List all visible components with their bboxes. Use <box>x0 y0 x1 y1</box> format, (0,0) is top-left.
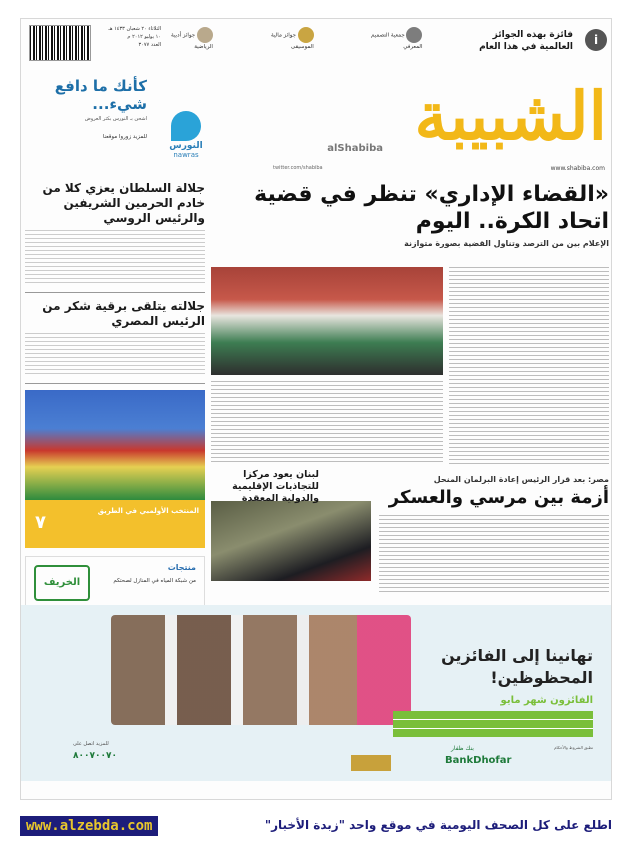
top-strip <box>21 19 612 71</box>
bird-icon <box>171 111 201 141</box>
egypt-kicker: مصر: بعد قرار الرئيس إعادة البرلمان المنحل <box>433 475 609 484</box>
issue-info <box>99 25 161 49</box>
date-line-1: الثلاثاء ٢٠ شعبان ١٤٣٣ هـ <box>108 26 161 32</box>
khareef-logo: الخريف <box>34 565 90 601</box>
teaser-1[interactable]: جوائز أدبية الرياضية <box>171 27 213 51</box>
bank-name-ar: بنك ظفار <box>451 745 474 752</box>
partner-logo <box>351 755 391 771</box>
barcode <box>29 25 91 61</box>
story-1-body <box>25 230 205 286</box>
prize-teaser[interactable]: فائزة بهذه الجوائز العالمية في هذا العام <box>479 30 573 52</box>
left-column <box>25 181 205 608</box>
celebration-photo <box>25 390 205 500</box>
bank-name-en: BankDhofar <box>445 755 512 766</box>
teaser-thumb <box>406 27 422 43</box>
ad-fine-print: تطبق الشروط والأحكام <box>554 745 593 750</box>
nawras-logo: النورس nawras <box>161 111 211 159</box>
footer-url[interactable]: www.alzebda.com <box>20 816 158 836</box>
teaser-thumb <box>298 27 314 43</box>
winners-table <box>393 711 593 737</box>
teaser-thumb <box>197 27 213 43</box>
main-headline[interactable]: «القضاء الإداري» تنظر في قضية اتحاد الكرة.. اليوم <box>254 182 609 234</box>
sports-promo[interactable] <box>25 500 205 548</box>
teaser-2[interactable]: جوائز مالية الموسيقى <box>271 27 314 51</box>
info-icon: i <box>585 29 607 51</box>
khareef-desc: من شبكة المياه في المنازل لصحتكم <box>113 578 196 584</box>
ad-small-text: اشحن بـ النورس بكثر العروض <box>84 116 147 122</box>
ad-headline: كأنك ما دافع شيء... <box>54 77 147 113</box>
main-column <box>211 181 609 508</box>
promo-page-number: ٧ <box>35 512 46 533</box>
divider <box>25 383 205 384</box>
ad-congrats: تهانينا إلى الفائزين المحظوظين! <box>441 646 593 687</box>
main-story-photo <box>211 267 443 375</box>
date-line-2: ١٠ يوليو ٢٠١٢ م <box>127 34 161 40</box>
newspaper-page <box>20 18 612 800</box>
ad-month: الفائزون شهر مايو <box>500 695 593 706</box>
story-2-headline[interactable]: جلالته يتلقى برقية شكر من الرئيس المصري <box>42 299 205 328</box>
main-story-body <box>449 267 609 467</box>
ad-bottom-text: للمزيد زوروا موقعنا <box>102 134 147 140</box>
phone-number[interactable]: ٨٠٠٧٠٠٧٠ <box>73 751 117 761</box>
footer-message: اطلع على كل الصحف اليومية في موقع واحد "زبدة الأخبار" <box>264 818 612 832</box>
story-2-body <box>25 333 205 377</box>
lebanon-headline[interactable]: لبنان يعود مركزا للتجاذبات الإقليمية والدولية المعقدة <box>232 469 319 504</box>
ad-people-photo <box>111 615 411 725</box>
masthead <box>21 71 612 179</box>
divider <box>25 292 205 293</box>
promo-text: المنتخب الأولمبي في الطريق <box>97 507 199 515</box>
egypt-headline[interactable]: أزمة بين مرسي والعسكر <box>388 487 609 508</box>
egypt-story-body <box>379 515 609 595</box>
main-story-body-2 <box>211 381 443 465</box>
teaser-3[interactable]: جمعية التصميم المعرفي <box>371 27 422 51</box>
nawras-ad[interactable] <box>25 73 153 177</box>
newspaper-logo-latin: alShabiba <box>327 143 383 154</box>
main-deck: الإعلام بين من الترصد وتناول القضية بصورة متوازنة <box>404 239 609 248</box>
date-line-3: العدد ٣٠٧٧ <box>138 42 161 48</box>
site-url[interactable]: www.shabiba.com <box>550 165 605 172</box>
story-1-headline[interactable]: جلالة السلطان يعزي كلا من خادم الحرمين الشريفين والرئيس الروسي <box>42 181 205 225</box>
khareef-title: منتجات <box>167 563 196 572</box>
newspaper-logo: الشبيبة <box>414 77 607 155</box>
social-link[interactable]: twitter.com/shabiba <box>273 165 323 171</box>
bank-ad[interactable] <box>21 605 612 781</box>
khareef-ad[interactable] <box>25 556 205 608</box>
footer-banner <box>0 812 632 843</box>
phone-label: للمزيد اتصل على <box>73 741 109 747</box>
egypt-photo <box>211 501 371 581</box>
